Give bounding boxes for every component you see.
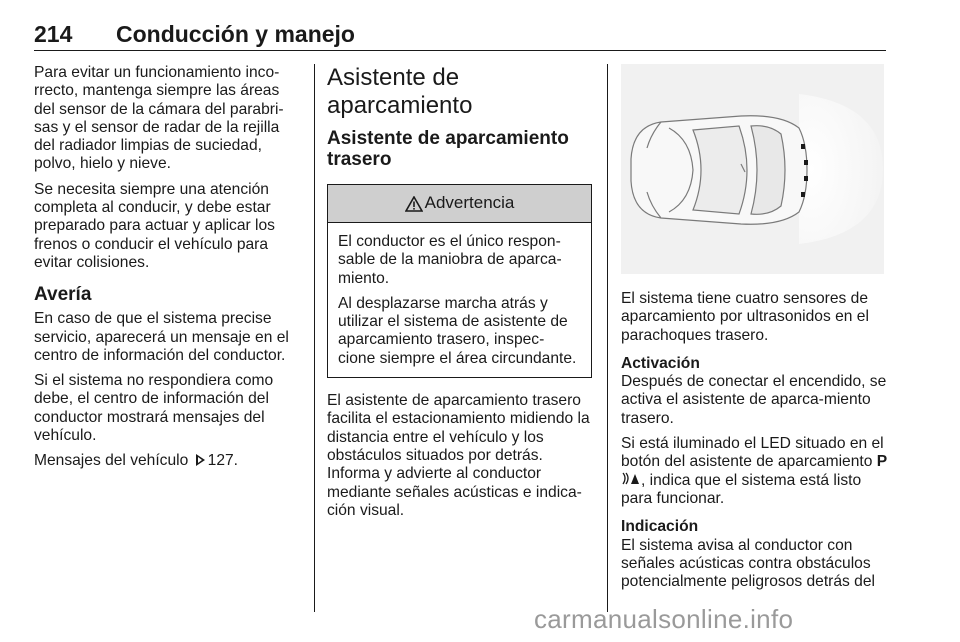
paragraph: En caso de que el sistema precise servicio, aparecerá un mensaje en el centro de información del conductor. [34,310,289,364]
paragraph: Al desplazarse marcha atrás y utilizar el sistema de asistente de aparcamiento trasero, inspec-cione siempre el área circundante. [338,294,577,367]
warning-triangle-icon [405,196,423,212]
paragraph: El sistema avisa al conductor con señales acústicas contra obstáculos potencialmente peligrosos detrás del [621,536,875,591]
warning-body [328,223,591,377]
warning-title: Advertencia [424,193,515,213]
middle-column [327,64,592,527]
paragraph: Para evitar un funcionamiento inco-rrecto, mantenga siempre las áreas del sensor de la cámara del parabri-sas y el sensor de radar de la rejilla del radiador limpias de suciedad, polvo, hielo y nieve. [34,64,284,173]
warning-box [327,184,592,378]
paragraph: El asistente de aparcamiento trasero facilita el estacionamiento midiendo la distancia entre el vehículo y los obstáculos situados por detrás. Informa y advierte al conductor mediante señales acústicas e indica-ción visual. [327,392,590,519]
parking-waves-icon [621,472,641,485]
paragraph: El sistema tiene cuatro sensores de aparcamiento por ultrasonidos en el parachoques trasero. [621,290,869,344]
main-heading: Asistente de aparcamiento [327,64,473,119]
watermark: carmanualsonline.info [534,604,794,634]
car-rear-parking-sensors-icon [621,64,884,274]
car-sensor-illustration [621,64,884,274]
heading-indicacion: Indicación [621,518,699,536]
cross-reference[interactable] [34,452,304,470]
column-divider-2 [607,64,608,612]
sub-heading: Asistente de aparcamiento trasero [327,128,569,170]
reference-page: 127. [207,452,238,470]
paragraph: Después de conectar el encendido, se activa el asistente de aparca-miento trasero. [621,373,887,427]
section-title: Conducción y manejo [116,21,355,47]
warning-header [328,185,591,223]
reference-text: Mensajes del vehículo [34,452,189,470]
heading-averia: Avería [34,284,92,306]
page-number: 214 [34,21,73,47]
paragraph-led [621,435,889,508]
paragraph: Se necesita siempre una atención completa al conducir, y debe estar preparado para actuar y aplicar los frenos o conducir el vehículo para evitar colisiones. [34,180,275,271]
paragraph: Si el sistema no respondiera como debe, el centro de información del conductor mostrará mensajes del vehículo. [34,372,274,445]
paragraph-rest: , indica que el sistema está listo para funcionar. [621,471,862,507]
paragraph: El conductor es el único respon-sable de la maniobra de aparca-miento. [338,233,562,287]
parking-assist-symbol-icon: P [621,453,887,488]
right-column [621,64,889,598]
column-divider-1 [314,64,315,612]
left-column [34,64,304,478]
heading-activacion: Activación [621,354,700,372]
reference-arrow-icon [196,454,205,466]
paragraph-text: Si está iluminado el LED situado en el botón del asistente de aparcamiento [621,435,884,471]
header-rule [34,50,886,51]
